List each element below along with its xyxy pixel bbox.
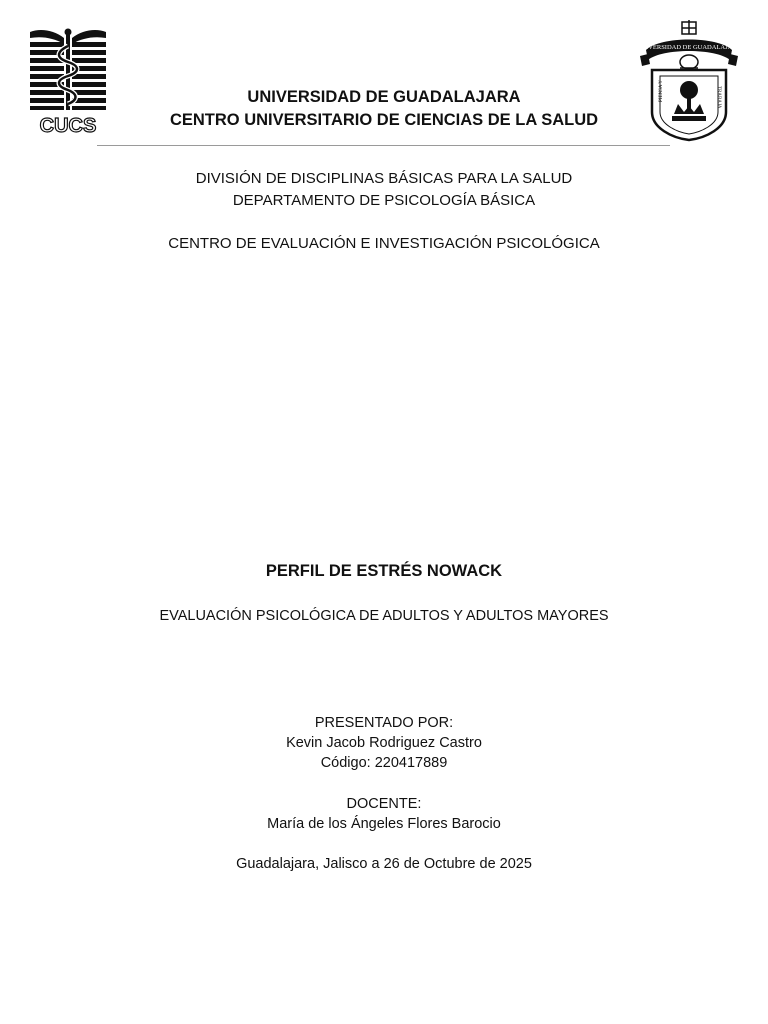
university-name: UNIVERSIDAD DE GUADALAJARA [247, 88, 521, 106]
department-line: DEPARTAMENTO DE PSICOLOGÍA BÁSICA [232, 192, 536, 209]
division-block [0, 168, 768, 212]
document-subtitle: EVALUACIÓN PSICOLÓGICA DE ADULTOS Y ADULTOS MAYORES [159, 608, 609, 624]
seal-left-text: PIENSA Y [659, 80, 664, 102]
center-evaluation-line: CENTRO DE EVALUACIÓN E INVESTIGACIÓN PSICOLÓGICA [168, 235, 600, 252]
center-name: CENTRO UNIVERSITARIO DE CIENCIAS DE LA SALUD [169, 111, 599, 129]
presenter-label: PRESENTADO POR: [314, 715, 454, 731]
document-title: PERFIL DE ESTRÉS NOWACK [265, 562, 503, 580]
teacher-label: DOCENTE: [346, 796, 422, 812]
cucs-logo-text: CUCS [39, 115, 97, 136]
seal-top-text: UNIVERSIDAD DE GUADALAJARA [640, 44, 738, 51]
presenter-code: Código: 220417889 [320, 755, 448, 771]
division-line: DIVISIÓN DE DISCIPLINAS BÁSICAS PARA LA SALUD [195, 170, 573, 187]
place-date: Guadalajara, Jalisco a 26 de Octubre de 2025 [236, 856, 532, 872]
seal-right-text: TRABAJA [716, 86, 721, 109]
presenter-block [0, 713, 768, 773]
presenter-name: Kevin Jacob Rodriguez Castro [286, 735, 482, 751]
header [0, 86, 768, 132]
teacher-block [0, 794, 768, 834]
header-divider [97, 145, 670, 146]
teacher-name: María de los Ángeles Flores Barocio [267, 816, 501, 832]
